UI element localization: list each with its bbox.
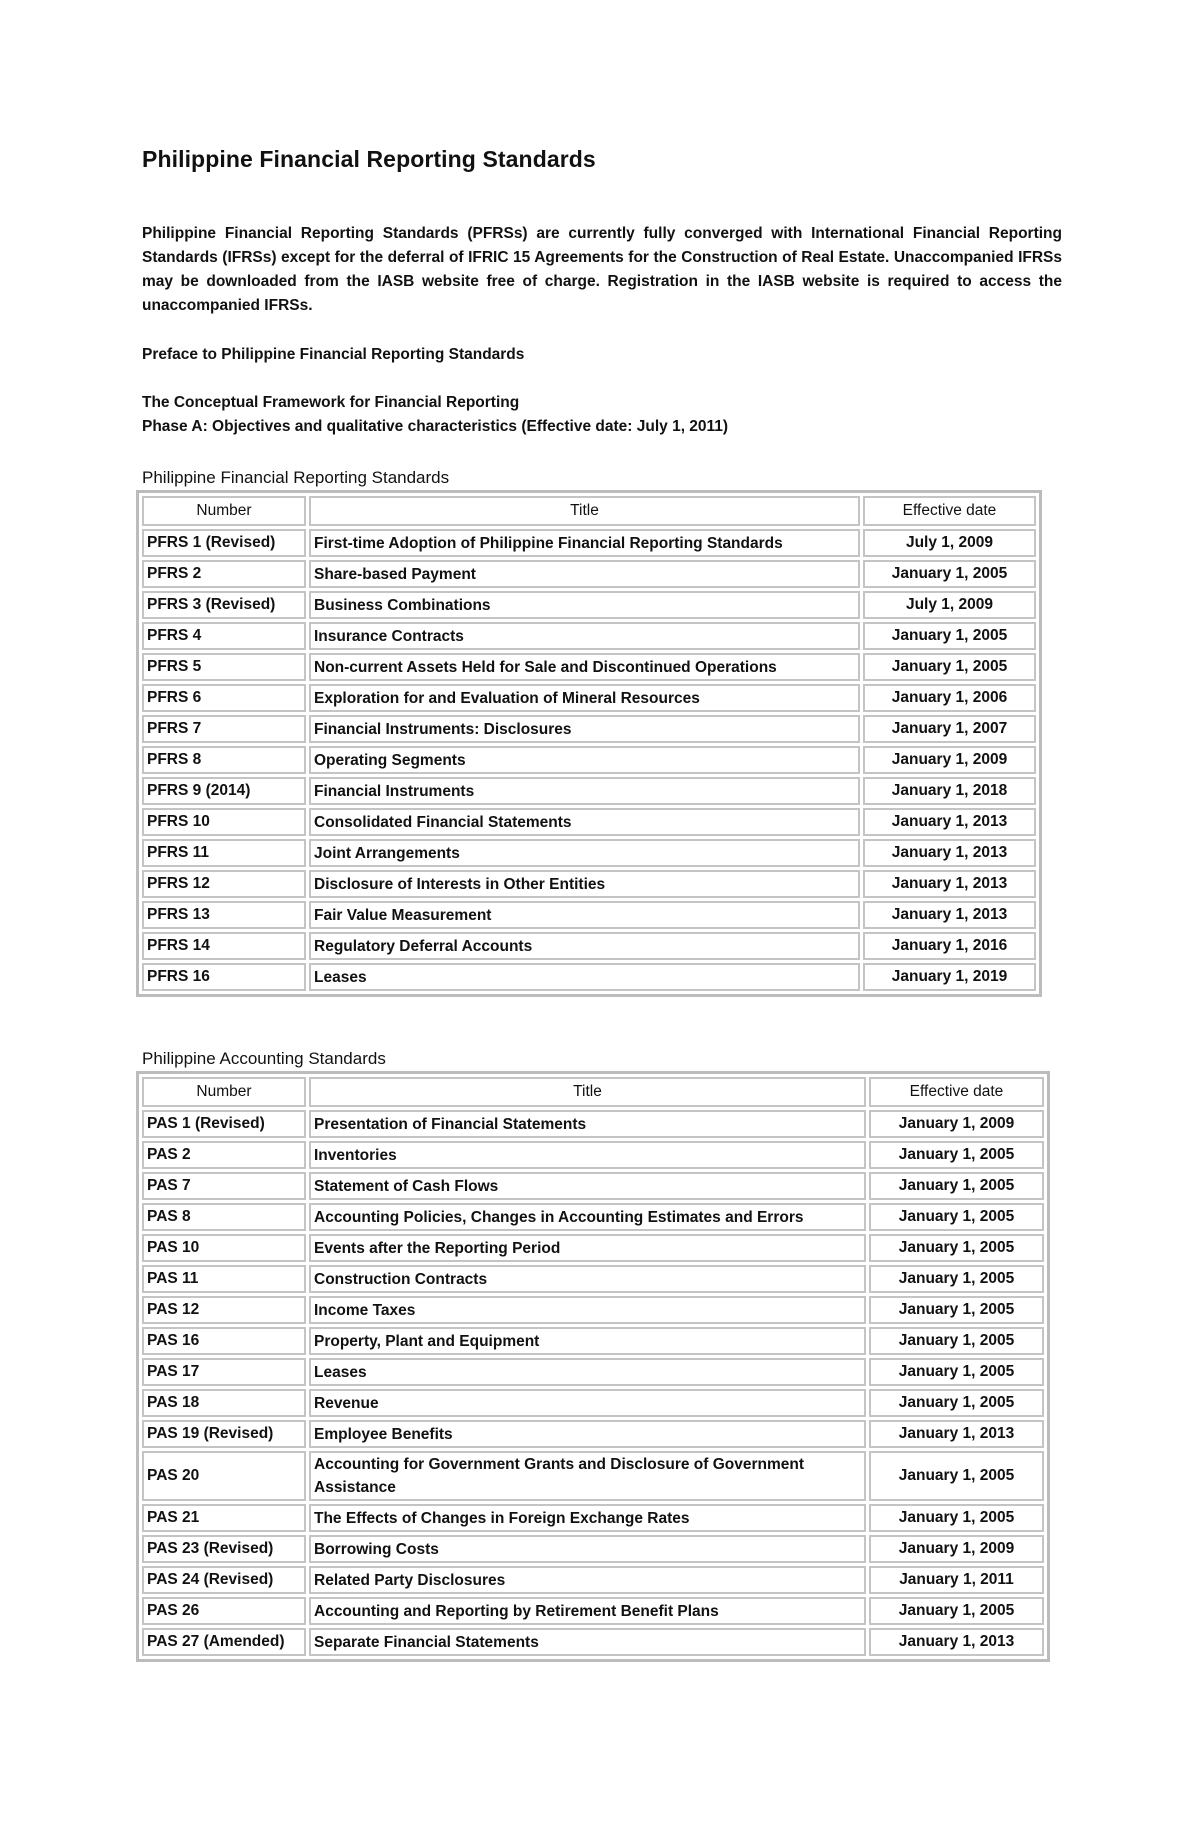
standard-title: Revenue [309,1389,866,1417]
standard-title: Presentation of Financial Statements [309,1110,866,1138]
pas-row [142,1327,1044,1355]
pfrs-row [142,746,1036,774]
effective-date: January 1, 2013 [863,870,1036,898]
standard-number: PFRS 13 [142,901,306,929]
header-number: Number [142,1077,306,1107]
effective-date: January 1, 2005 [869,1172,1044,1200]
standard-number: PAS 7 [142,1172,306,1200]
pas-row [142,1420,1044,1448]
effective-date: January 1, 2013 [869,1628,1044,1656]
standard-title: First-time Adoption of Philippine Financial Reporting Standards [309,529,860,557]
pfrs-row [142,870,1036,898]
standard-number: PFRS 1 (Revised) [142,529,306,557]
pas-row [142,1389,1044,1417]
pfrs-row [142,932,1036,960]
page-title: Philippine Financial Reporting Standards [142,146,596,172]
standard-number: PAS 20 [142,1451,306,1501]
effective-date: January 1, 2013 [869,1420,1044,1448]
header-effective-date: Effective date [863,496,1036,526]
standard-number: PAS 8 [142,1203,306,1231]
pfrs-header-row [142,496,1036,526]
standard-title: Property, Plant and Equipment [309,1327,866,1355]
effective-date: January 1, 2009 [869,1535,1044,1563]
pas-row [142,1296,1044,1324]
pfrs-row [142,777,1036,805]
standard-title: Employee Benefits [309,1420,866,1448]
standard-number: PAS 11 [142,1265,306,1293]
pas-row [142,1234,1044,1262]
standard-number: PFRS 11 [142,839,306,867]
standard-title: Financial Instruments: Disclosures [309,715,860,743]
effective-date: January 1, 2019 [863,963,1036,991]
header-title: Title [309,496,860,526]
effective-date: January 1, 2005 [869,1296,1044,1324]
standard-title: Separate Financial Statements [309,1628,866,1656]
framework-title: The Conceptual Framework for Financial Reporting [142,394,520,411]
standard-title: Financial Instruments [309,777,860,805]
standard-number: PAS 1 (Revised) [142,1110,306,1138]
standard-number: PFRS 5 [142,653,306,681]
pfrs-row [142,560,1036,588]
preface-line: Preface to Philippine Financial Reporting Standards [142,346,525,363]
standard-number: PAS 2 [142,1141,306,1169]
pfrs-caption: Philippine Financial Reporting Standards [142,468,450,487]
effective-date: January 1, 2005 [869,1597,1044,1625]
standard-number: PFRS 3 (Revised) [142,591,306,619]
effective-date: January 1, 2005 [863,653,1036,681]
standard-number: PAS 26 [142,1597,306,1625]
intro-paragraph: Philippine Financial Reporting Standards (PFRSs) are currently fully converged with International Financial Reporting Standards (IFRSs) except for the deferral of IFRIC 15 Agreements for the Construction of Real Estate. Unaccompanied IFRSs may be downloaded from the IASB website free of charge. Registration in the IASB website is required to access the unaccompanied IFRSs. [142,225,1062,314]
standard-title: Operating Segments [309,746,860,774]
standard-title: Inventories [309,1141,866,1169]
standard-title: Non-current Assets Held for Sale and Discontinued Operations [309,653,860,681]
standard-number: PAS 12 [142,1296,306,1324]
pas-header-row [142,1077,1044,1107]
pfrs-row [142,963,1036,991]
standard-title: Joint Arrangements [309,839,860,867]
pfrs-row [142,715,1036,743]
pfrs-table [136,490,1042,997]
standard-number: PFRS 8 [142,746,306,774]
effective-date: January 1, 2016 [863,932,1036,960]
standard-number: PFRS 14 [142,932,306,960]
standard-number: PAS 18 [142,1389,306,1417]
effective-date: January 1, 2005 [869,1389,1044,1417]
effective-date: January 1, 2009 [869,1110,1044,1138]
standard-title: Statement of Cash Flows [309,1172,866,1200]
standard-title: Exploration for and Evaluation of Mineral Resources [309,684,860,712]
effective-date: July 1, 2009 [863,529,1036,557]
standard-title: Leases [309,1358,866,1386]
pas-row [142,1110,1044,1138]
header-number: Number [142,496,306,526]
pas-row [142,1172,1044,1200]
standard-number: PAS 17 [142,1358,306,1386]
pas-row [142,1358,1044,1386]
standard-title: Accounting and Reporting by Retirement Benefit Plans [309,1597,866,1625]
pas-row [142,1535,1044,1563]
effective-date: July 1, 2009 [863,591,1036,619]
standard-title: The Effects of Changes in Foreign Exchange Rates [309,1504,866,1532]
standard-number: PAS 19 (Revised) [142,1420,306,1448]
standard-title: Events after the Reporting Period [309,1234,866,1262]
header-title: Title [309,1077,866,1107]
standard-number: PAS 23 (Revised) [142,1535,306,1563]
pfrs-row [142,684,1036,712]
standard-title: Regulatory Deferral Accounts [309,932,860,960]
standard-title: Business Combinations [309,591,860,619]
standard-number: PAS 24 (Revised) [142,1566,306,1594]
standard-number: PFRS 2 [142,560,306,588]
standard-number: PAS 10 [142,1234,306,1262]
effective-date: January 1, 2005 [869,1141,1044,1169]
effective-date: January 1, 2005 [869,1203,1044,1231]
effective-date: January 1, 2005 [863,560,1036,588]
standard-number: PAS 16 [142,1327,306,1355]
standard-title: Borrowing Costs [309,1535,866,1563]
effective-date: January 1, 2005 [869,1265,1044,1293]
standard-number: PFRS 7 [142,715,306,743]
standard-number: PFRS 10 [142,808,306,836]
effective-date: January 1, 2005 [869,1358,1044,1386]
framework-phase: Phase A: Objectives and qualitative characteristics (Effective date: July 1, 2011) [142,418,729,435]
effective-date: January 1, 2011 [869,1566,1044,1594]
standard-title: Insurance Contracts [309,622,860,650]
pas-row [142,1566,1044,1594]
pfrs-row [142,808,1036,836]
standard-number: PFRS 16 [142,963,306,991]
standard-number: PFRS 9 (2014) [142,777,306,805]
pfrs-row [142,839,1036,867]
standard-title: Fair Value Measurement [309,901,860,929]
effective-date: January 1, 2013 [863,901,1036,929]
standard-number: PAS 21 [142,1504,306,1532]
pfrs-row [142,901,1036,929]
standard-title: Income Taxes [309,1296,866,1324]
standard-number: PFRS 6 [142,684,306,712]
standard-title: Disclosure of Interests in Other Entities [309,870,860,898]
standard-title: Related Party Disclosures [309,1566,866,1594]
pfrs-row [142,653,1036,681]
pas-row [142,1597,1044,1625]
effective-date: January 1, 2006 [863,684,1036,712]
pfrs-row [142,591,1036,619]
effective-date: January 1, 2009 [863,746,1036,774]
pfrs-row [142,529,1036,557]
standard-title: Accounting Policies, Changes in Accounting Estimates and Errors [309,1203,866,1231]
pas-row [142,1504,1044,1532]
standard-title: Construction Contracts [309,1265,866,1293]
standard-title: Leases [309,963,860,991]
standard-title: Share-based Payment [309,560,860,588]
effective-date: January 1, 2005 [863,622,1036,650]
pas-caption: Philippine Accounting Standards [142,1049,386,1068]
standard-title: Consolidated Financial Statements [309,808,860,836]
effective-date: January 1, 2005 [869,1234,1044,1262]
pas-row [142,1265,1044,1293]
pfrs-row [142,622,1036,650]
effective-date: January 1, 2005 [869,1504,1044,1532]
standard-number: PFRS 12 [142,870,306,898]
pas-row [142,1451,1044,1501]
effective-date: January 1, 2018 [863,777,1036,805]
pas-row [142,1141,1044,1169]
pas-row [142,1628,1044,1656]
effective-date: January 1, 2013 [863,839,1036,867]
pas-table [136,1071,1050,1662]
effective-date: January 1, 2013 [863,808,1036,836]
standard-number: PFRS 4 [142,622,306,650]
header-effective-date: Effective date [869,1077,1044,1107]
effective-date: January 1, 2005 [869,1451,1044,1501]
standard-number: PAS 27 (Amended) [142,1628,306,1656]
effective-date: January 1, 2007 [863,715,1036,743]
effective-date: January 1, 2005 [869,1327,1044,1355]
pas-row [142,1203,1044,1231]
standard-title: Accounting for Government Grants and Disclosure of Government Assistance [309,1451,866,1501]
